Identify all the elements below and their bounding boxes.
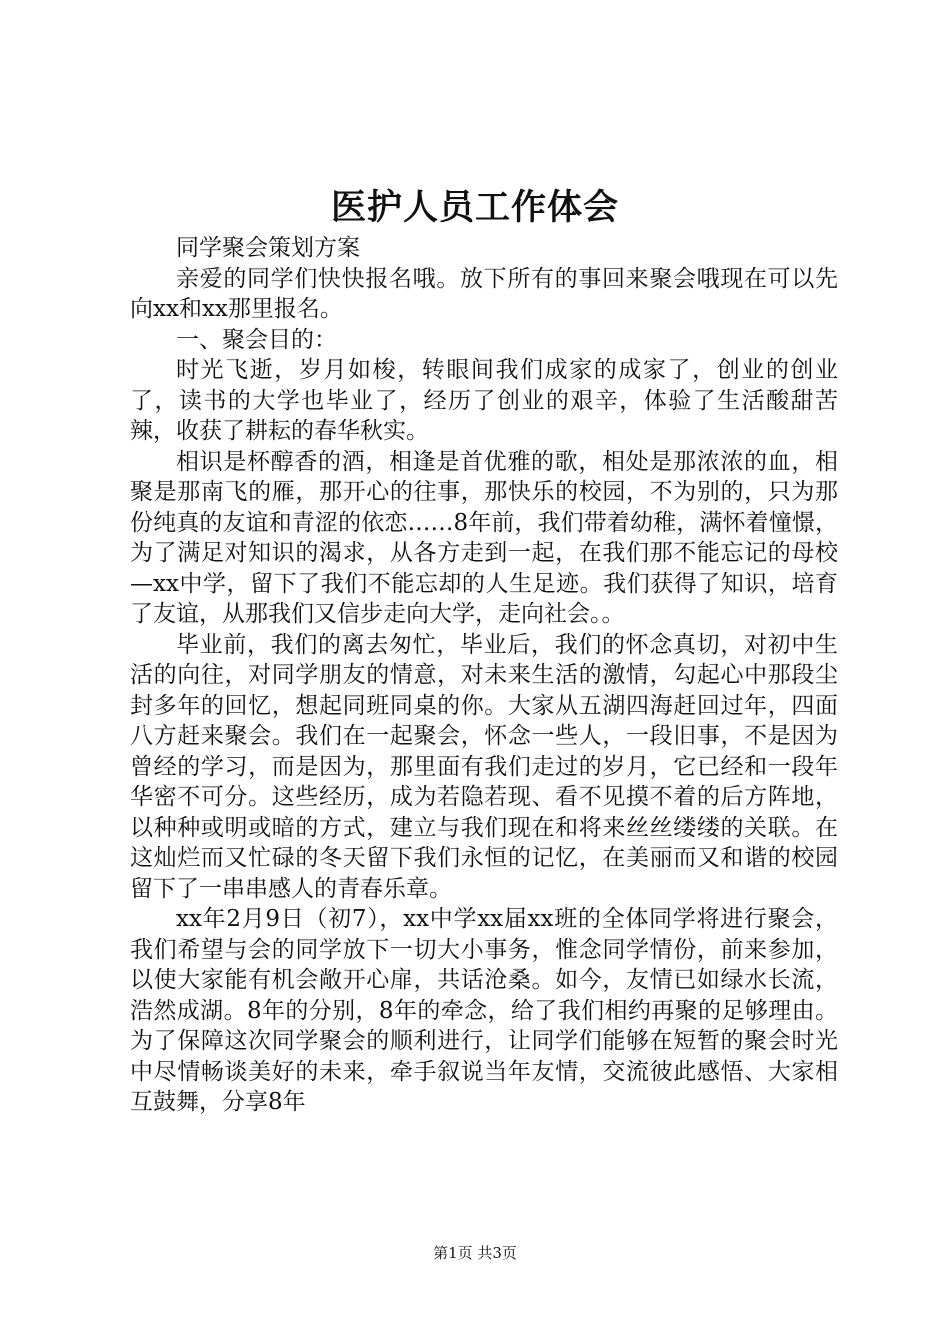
- paragraph: 毕业前，我们的离去匆忙，毕业后，我们的怀念真切，对初中生活的向往，对同学朋友的情意，对未来生活的激情，勾起心中那段尘封多年的回忆，想起同班同桌的你。大家从五湖四海赶回过年，四面八方赶来聚会。我们在一起聚会，怀念一些人，一段旧事，不是因为曾经的学习，而是因为，那里面有我们走过的岁月，它已经和一段年华密不可分。这些经历，成为若隐若现、看不见摸不着的后方阵地，以种种或明或暗的方式，建立与我们现在和将来丝丝缕缕的关联。在这灿烂而又忙碌的冬天留下我们永恒的记忆，在美丽而又和谐的校园留下了一串串感人的青春乐章。: [130, 631, 838, 902]
- paragraph: 亲爱的同学们快快报名哦。放下所有的事回来聚会哦现在可以先向xx和xx那里报名。: [130, 265, 838, 322]
- paragraph: 一、聚会目的：: [176, 326, 337, 353]
- page-footer: 第1页 共3页: [433, 1244, 517, 1262]
- document-body: [130, 233, 838, 1118]
- paragraph: 同学聚会策划方案: [176, 235, 360, 261]
- paragraph: xx年2月9日（初7），xx中学xx届xx班的全体同学将进行聚会，我们希望与会的同学放下一切大小事务，惟念同学情份，前来参加，以使大家能有机会敞开心扉，共话沧桑。如今，友情已如绿水长流，浩然成湖。8年的分别，8年的牵念，给了我们相约再聚的足够理由。为了保障这次同学聚会的顺利进行，让同学们能够在短暂的聚会时光中尽情畅谈美好的未来，牵手叙说当年友情，交流彼此感悟、大家相互鼓舞，分享8年: [130, 906, 838, 1115]
- paragraph: 相识是杯醇香的酒，相逢是首优雅的歌，相处是那浓浓的血，相聚是那南飞的雁，那开心的往事，那快乐的校园，不为别的，只为那份纯真的友谊和青涩的依恋……8年前，我们带着幼稚，满怀着憧憬，为了满足对知识的渴求，从各方走到一起，在我们那不能忘记的母校—xx中学，留下了我们不能忘却的人生足迹。我们获得了知识，培育了友谊，从那我们又信步走向大学，走向社会。。: [130, 448, 838, 627]
- paragraph: 时光飞逝，岁月如梭，转眼间我们成家的成家了，创业的创业了，读书的大学也毕业了，经历了创业的艰辛，体验了生活酸甜苦辣，收获了耕耘的春华秋实。: [130, 357, 838, 444]
- document-title: 医护人员工作体会: [330, 187, 619, 228]
